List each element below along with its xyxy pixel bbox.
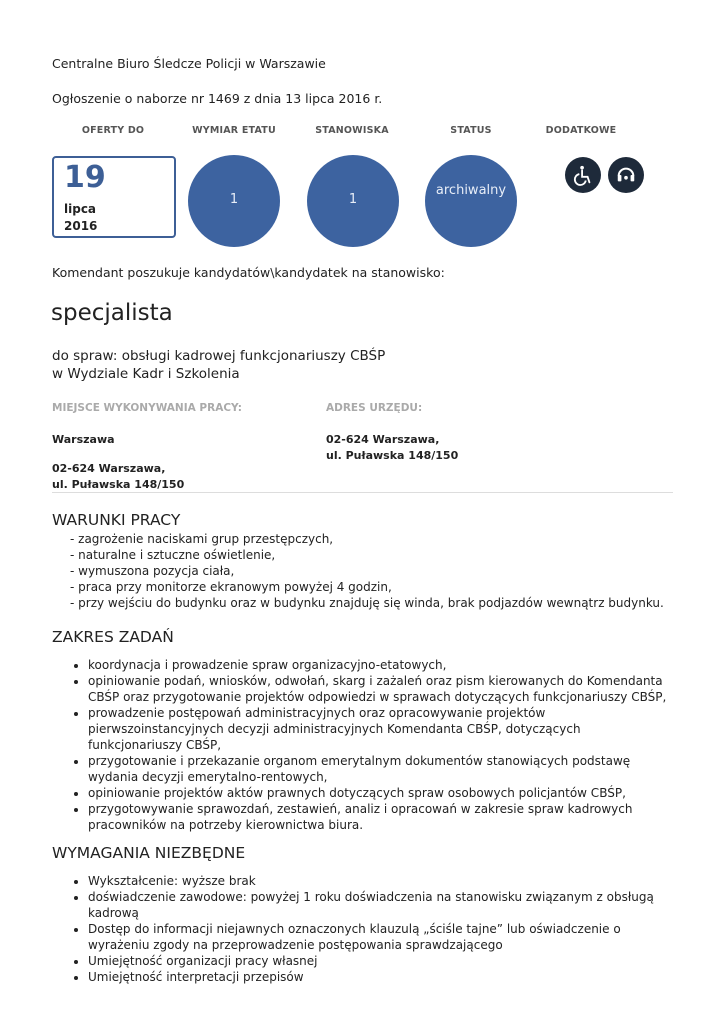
list-item: • Wykształcenie: wyższe brak bbox=[88, 873, 675, 889]
list-item: • przygotowywanie sprawozdań, zestawień, analiz i opracowań w zakresie spraw kadrowych pracowników na potrzeby kierownictwa biura. bbox=[88, 801, 675, 833]
list-item: • koordynacja i prowadzenie spraw organizacyjno-etatowych, bbox=[88, 657, 675, 673]
work-place-label: MIEJSCE WYKONYWANIA PRACY: bbox=[52, 402, 242, 414]
list-item: • opiniowanie podań, wniosków, odwołań, skarg i zażaleń oraz pism kierowanych do Komendanta CBŚP oraz przygotowanie projektów odpowiedzi w sprawach dotyczących funkcjonariuszy CBŚP, bbox=[88, 673, 675, 705]
status-value: archiwalny bbox=[435, 183, 507, 198]
list-item: • Dostęp do informacji niejawnych oznaczonych klauzulą „ściśle tajne” lub oświadczenie o wyrażeniu zgody na przeprowadzenie postępowania sprawdzającego bbox=[88, 921, 675, 953]
list-item: - przy wejściu do budynku oraz w budynku znajduję się winda, brak podjazdów wewnątrz budynku. bbox=[70, 596, 664, 610]
label-positions: STANOWISKA bbox=[315, 125, 389, 136]
wymagania-list bbox=[70, 873, 675, 985]
list-item: • przygotowanie i przekazanie organom emerytalnym dokumentów stanowiących podstawę wydania decyzji emerytalno-rentowych, bbox=[88, 753, 675, 785]
position-line-1: do spraw: obsługi kadrowej funkcjonariuszy CBŚP bbox=[52, 348, 386, 364]
list-item: • opiniowanie projektów aktów prawnych dotyczących spraw osobowych policjantów CBŚP, bbox=[88, 785, 675, 801]
label-deadline: OFERTY DO bbox=[81, 125, 145, 136]
list-item: • prowadzenie postępowań administracyjnych oraz opracowywanie projektów pierwszoinstancyjnych decyzji administracyjnych Komendanta CBŚP, dotyczących funkcjonariuszy CBŚP, bbox=[88, 705, 675, 753]
work-address-line-1: 02-624 Warszawa, bbox=[52, 462, 166, 475]
deadline-month: lipca bbox=[64, 202, 97, 216]
list-item: • doświadczenie zawodowe: powyżej 1 roku doświadczenia na stanowisku związanym z obsługą kadrową bbox=[88, 889, 675, 921]
divider bbox=[52, 492, 673, 493]
wymagania-heading: WYMAGANIA NIEZBĘDNE bbox=[52, 844, 246, 862]
office-address-line-2: ul. Puławska 148/150 bbox=[326, 449, 459, 462]
work-city: Warszawa bbox=[52, 433, 115, 446]
list-item: - naturalne i sztuczne oświetlenie, bbox=[70, 548, 276, 562]
list-item: • Umiejętność organizacji pracy własnej bbox=[88, 953, 675, 969]
position-line-2: w Wydziale Kadr i Szkolenia bbox=[52, 366, 240, 382]
deadline-date-box bbox=[52, 156, 176, 238]
zakres-heading: ZAKRES ZADAŃ bbox=[52, 628, 174, 646]
label-etat: WYMIAR ETATU bbox=[192, 125, 276, 136]
support-icon bbox=[608, 157, 644, 193]
warunki-list bbox=[70, 531, 680, 611]
work-address-line-2: ul. Puławska 148/150 bbox=[52, 478, 185, 491]
deadline-year: 2016 bbox=[64, 219, 98, 233]
deadline-day: 19 bbox=[64, 160, 106, 195]
list-item: - wymuszona pozycja ciała, bbox=[70, 564, 235, 578]
warunki-heading: WARUNKI PRACY bbox=[52, 511, 181, 529]
institution-name: Centralne Biuro Śledcze Policji w Warszawie bbox=[52, 56, 326, 71]
announcement-line: Ogłoszenie o naborze nr 1469 z dnia 13 lipca 2016 r. bbox=[52, 91, 383, 106]
list-item: • Umiejętność interpretacji przepisów bbox=[88, 969, 675, 985]
wheelchair-icon bbox=[565, 157, 601, 193]
list-item: - zagrożenie naciskami grup przestępczych, bbox=[70, 532, 334, 546]
office-address-line-1: 02-624 Warszawa, bbox=[326, 433, 440, 446]
list-item: - praca przy monitorze ekranowym powyżej 4 godzin, bbox=[70, 580, 392, 594]
office-address-label: ADRES URZĘDU: bbox=[326, 402, 423, 414]
label-extra: DODATKOWE bbox=[545, 125, 617, 136]
etat-circle bbox=[188, 155, 280, 247]
zakres-list bbox=[70, 657, 675, 833]
intro-text: Komendant poszukuje kandydatów\kandydatek na stanowisko: bbox=[52, 265, 445, 280]
position-title: specjalista bbox=[51, 300, 173, 326]
etat-value: 1 bbox=[229, 192, 239, 207]
positions-circle bbox=[307, 155, 399, 247]
positions-value: 1 bbox=[348, 192, 358, 207]
label-status: STATUS bbox=[450, 125, 492, 136]
status-circle bbox=[425, 155, 517, 247]
